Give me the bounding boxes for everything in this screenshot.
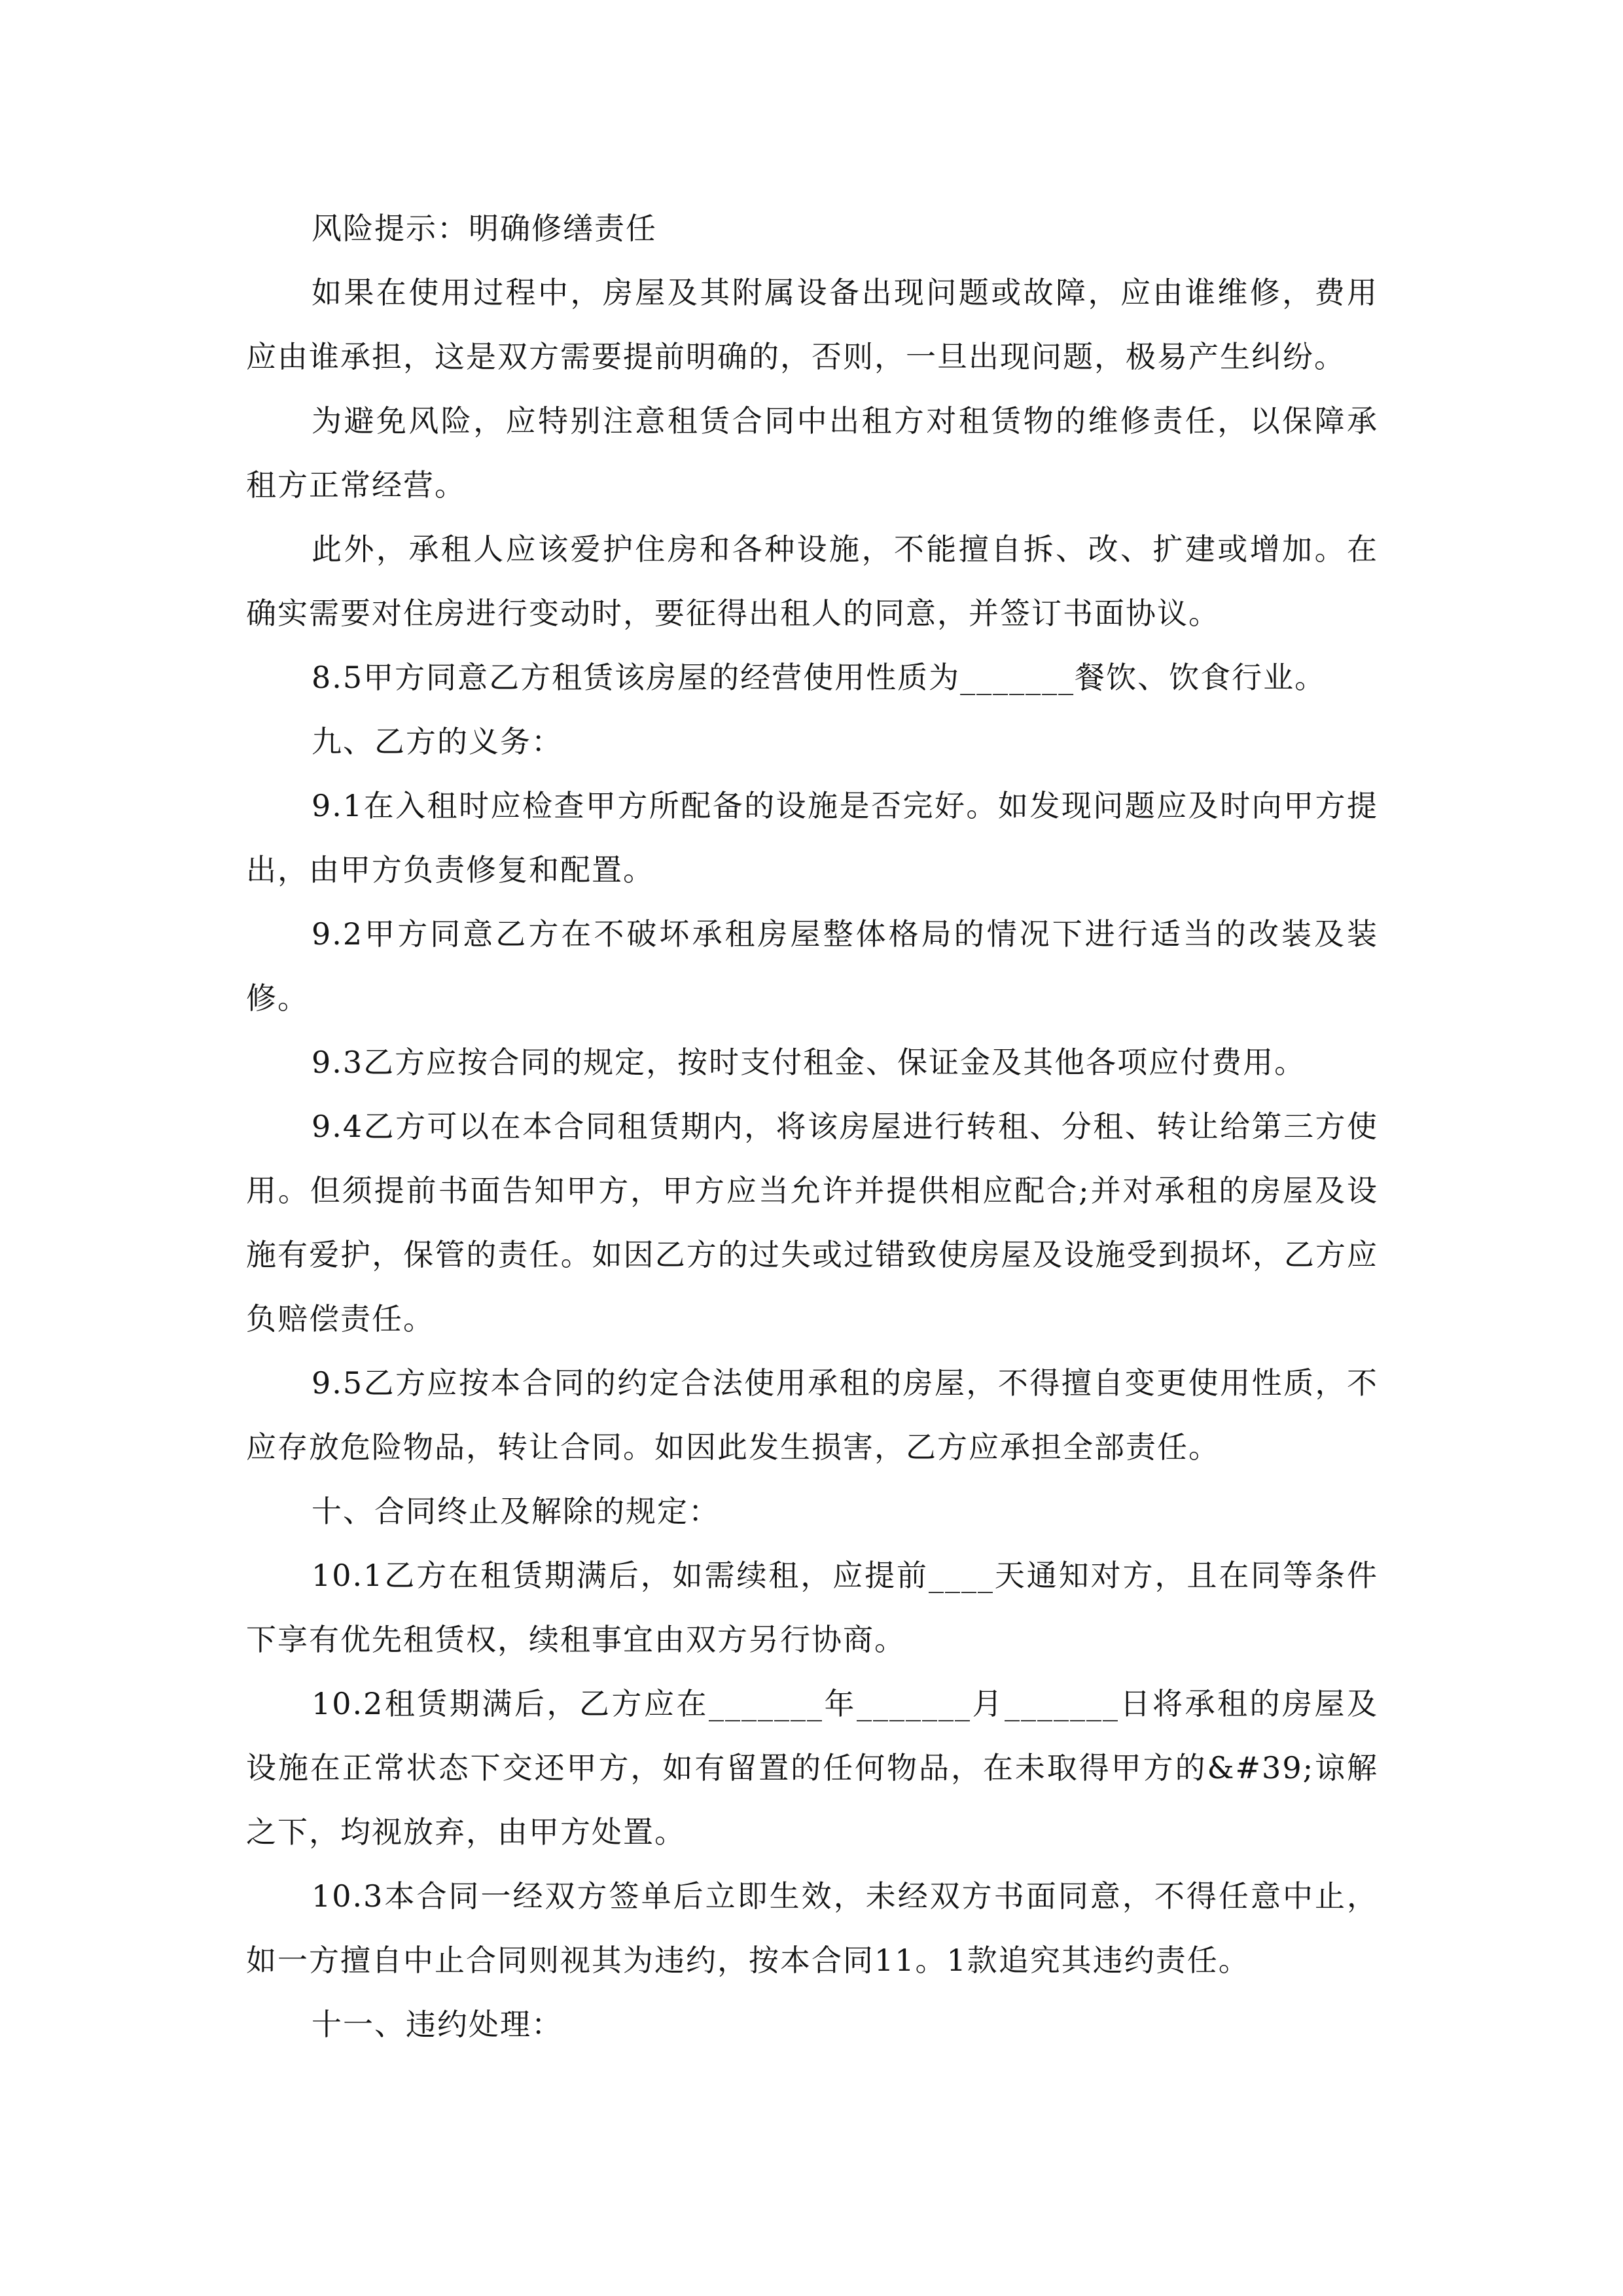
clause-9-1: 9.1在入租时应检查甲方所配备的设施是否完好。如发现问题应及时向甲方提出，由甲方负责修复和配置。 <box>246 788 1378 888</box>
clause-10-1: 10.1乙方在租赁期满后，如需续租，应提前____天通知对方，且在同等条件下享有优先租赁权，续租事宜由双方另行协商。 <box>246 1558 1378 1657</box>
paragraph-avoid-risk: 为避免风险，应特别注意租赁合同中出租方对租赁物的维修责任，以保障承租方正常经营。 <box>246 403 1378 503</box>
section-heading-11: 十一、违约处理： <box>312 2007 563 2042</box>
section-heading-9: 九、乙方的义务： <box>312 724 563 759</box>
clause-10-3: 10.3本合同一经双方签单后立即生效，未经双方书面同意，不得任意中止，如一方擅自中止合同则视其为违约，按本合同11。1款追究其违约责任。 <box>246 1878 1378 1978</box>
clause-9-4: 9.4乙方可以在本合同租赁期内，将该房屋进行转租、分租、转让给第三方使用。但须提前书面告知甲方，甲方应当允许并提供相应配合;并对承租的房屋及设施有爱护，保管的责任。如因乙方的过失或过错致使房屋及设施受到损坏，乙方应负赔偿责任。 <box>246 1109 1378 1336</box>
paragraph-tenant-care: 此外，承租人应该爱护住房和各种设施，不能擅自拆、改、扩建或增加。在确实需要对住房进行变动时，要征得出租人的同意，并签订书面协议。 <box>246 531 1378 631</box>
section-heading-10: 十、合同终止及解除的规定： <box>312 1494 720 1529</box>
clause-9-2: 9.2甲方同意乙方在不破坏承租房屋整体格局的情况下进行适当的改装及装修。 <box>246 916 1378 1016</box>
paragraph-risk-heading: 风险提示：明确修缮责任 <box>312 211 657 246</box>
clause-9-5: 9.5乙方应按本合同的约定合法使用承租的房屋，不得擅自变更使用性质，不应存放危险物品，转让合同。如因此发生损害，乙方应承担全部责任。 <box>246 1365 1378 1465</box>
clause-10-2: 10.2租赁期满后，乙方应在_______年_______月_______日将承租的房屋及设施在正常状态下交还甲方，如有留置的任何物品，在未取得甲方的&#39;谅解之下，均视放弃，由甲方处置。 <box>246 1686 1378 1850</box>
paragraph-repair-responsibility: 如果在使用过程中，房屋及其附属设备出现问题或故障，应由谁维修，费用应由谁承担，这是双方需要提前明确的，否则，一旦出现问题，极易产生纠纷。 <box>246 275 1378 374</box>
document-body <box>246 196 1378 2056</box>
clause-8-5: 8.5甲方同意乙方租赁该房屋的经营使用性质为_______餐饮、饮食行业。 <box>312 660 1327 695</box>
clause-9-3: 9.3乙方应按合同的规定，按时支付租金、保证金及其他各项应付费用。 <box>312 1045 1306 1080</box>
